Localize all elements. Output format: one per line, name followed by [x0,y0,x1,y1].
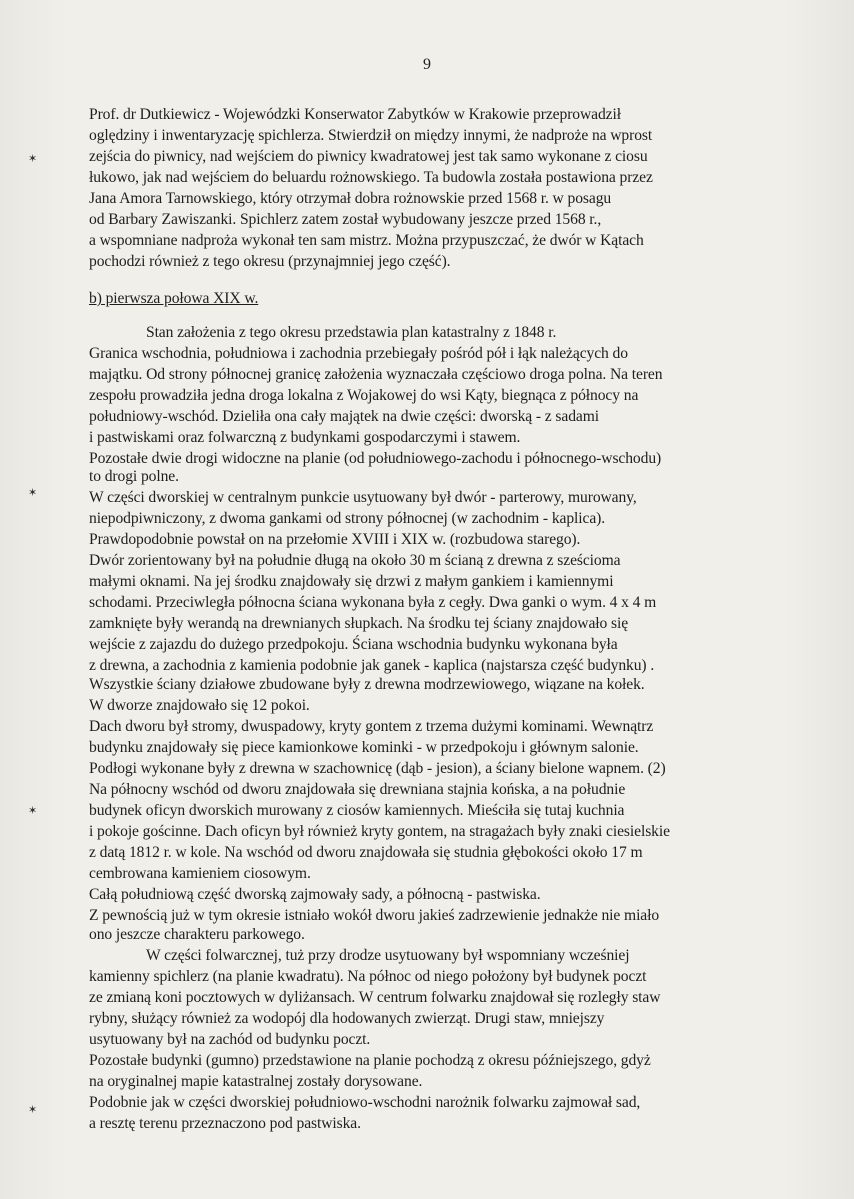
text-line: Prawdopodobnie powstał on na przełomie XVIII i XIX w. (rozbudowa starego). [89,531,581,548]
punch-mark-icon: ✶ [28,804,38,817]
text-line: południowy-wschód. Dzieliła ona cały majątek na dwie części: dworską - z sadami [89,408,599,425]
text-line: W części dworskiej w centralnym punkcie usytuowany był dwór - parterowy, murowany, [89,489,637,506]
text-line: Wszystkie ściany działowe zbudowane były z drewna modrzewiowego, wiązane na kołek. [89,676,645,693]
punch-mark-icon: ✶ [28,152,38,165]
text-line: zamknięte były werandą na drewnianych słupkach. Na środku tej ściany znajdowało się [89,615,629,632]
text-line: zejścia do piwnicy, nad wejściem do piwnicy kwadratowej jest tak samo wykonane z ciosu [89,148,648,165]
text-line: budynek oficyn dworskich murowany z ciosów kamiennych. Mieściła się tutaj kuchnia [89,802,625,819]
text-line: małymi oknami. Na jej środku znajdowały się drzwi z małym gankiem i kamiennymi [89,573,614,590]
text-line: Granica wschodnia, południowa i zachodnia przebiegały pośród pół i łąk należących do [89,345,628,362]
text-line: od Barbary Zawiszanki. Spichlerz zatem został wybudowany jeszcze przed 1568 r., [89,211,602,228]
text-line: Z pewnością już w tym okresie istniało wokół dworu jakieś zadrzewienie jednakże nie miało [89,907,660,924]
text-line: na oryginalnej mapie katastralnej zostały dorysowane. [89,1073,423,1090]
text-line: Całą południową część dworską zajmowały sady, a północną - pastwiska. [89,886,541,903]
text-line: budynku znajdowały się piece kamionkowe kominki - w przedpokoju i głównym salonie. [89,739,639,756]
text-line: wejście z zajazdu do dużego przedpokoju. Ściana wschodnia budynku wykonana była [89,636,618,653]
text-line: Jana Amora Tarnowskiego, który otrzymał dobra rożnowskie przed 1568 r. w posagu [89,190,612,207]
text-line: schodami. Przeciwległa północna ściana wykonana była z cegły. Dwa ganki o wym. 4 x 4 m [89,594,657,611]
text-line: Stan założenia z tego okresu przedstawia plan katastralny z 1848 r. [146,324,557,341]
text-line: Dwór zorientowany był na południe długą na około 30 m ścianą z drewna z sześcioma [89,552,621,569]
text-line: W części folwarcznej, tuż przy drodze usytuowany był wspomniany wcześniej [146,947,630,964]
punch-mark-icon: ✶ [28,1103,38,1116]
text-line: Podobnie jak w części dworskiej południowo-wschodni narożnik folwarku zajmował sad, [89,1094,641,1111]
text-line: niepodpiwniczony, z dwoma gankami od strony północnej (w zachodnim - kaplica). [89,510,606,527]
text-line: rybny, służący również za wodopój dla hodowanych zwierząt. Drugi staw, mniejszy [89,1010,605,1027]
text-line: to drogi polne. [89,468,179,485]
text-line: oględziny i inwentaryzację spichlerza. Stwierdził on między innymi, że nadproże na wprost [89,127,653,144]
text-line: i pastwiskami oraz folwarczną z budynkami gospodarczymi i stawem. [89,429,521,446]
text-line: zespołu prowadziła jedna droga lokalna z Wojakowej do wsi Kąty, biegnąca z północy na [89,387,639,404]
text-line: łukowo, jak nad wejściem do beluardu rożnowskiego. Ta budowla została postawiona przez [89,169,653,186]
page-number: 9 [423,56,431,73]
text-line: kamienny spichlerz (na planie kwadratu). Na północ od niego położony był budynek poczt [89,968,647,985]
punch-mark-icon: ✶ [28,486,38,499]
text-line: pochodzi również z tego okresu (przynajmniej jego część). [89,253,451,270]
text-line: ono jeszcze charakteru parkowego. [89,926,305,943]
text-line: z drewna, a zachodnia z kamienia podobnie jak ganek - kaplica (najstarsza część budynku) . [89,657,655,674]
text-line: z datą 1812 r. w kole. Na wschód od dworu znajdowała się studnia głębokości około 17 m [89,844,643,861]
text-line: Dach dworu był stromy, dwuspadowy, kryty gontem z trzema dużymi kominami. Wewnątrz [89,718,654,735]
text-line: a wspomniane nadproża wykonał ten sam mistrz. Można przypuszczać, że dwór w Kątach [89,232,644,249]
text-line: ze zmianą koni pocztowych w dyliżansach. W centrum folwarku znajdował się rozległy staw [89,989,661,1006]
text-line: Podłogi wykonane były z drewna w szachownicę (dąb - jesion), a ściany bielone wapnem. (2) [89,760,666,777]
text-line: Na północny wschód od dworu znajdowała się drewniana stajnia końska, a na południe [89,781,626,798]
text-line: i pokoje gościnne. Dach oficyn był również kryty gontem, na stragażach były znaki ciesielskie [89,823,670,840]
section-heading: b) pierwsza połowa XIX w. [89,290,259,307]
text-line: W dworze znajdowało się 12 pokoi. [89,697,310,714]
text-line: majątku. Od strony północnej granicę założenia wyznaczała częściowo droga polna. Na teren [89,366,663,383]
text-line: cembrowana kamieniem ciosowym. [89,865,311,882]
text-line: Pozostałe dwie drogi widoczne na planie (od południowego-zachodu i północnego-wschodu) [89,450,662,467]
text-line: Pozostałe budynki (gumno) przedstawione na planie pochodzą z okresu późniejszego, gdyż [89,1052,651,1069]
text-line: a resztę terenu przeznaczono pod pastwiska. [89,1115,361,1132]
text-line: usytuowany był na zachód od budynku poczt. [89,1031,371,1048]
text-line: Prof. dr Dutkiewicz - Wojewódzki Konserwator Zabytków w Krakowie przeprowadził [89,106,621,123]
